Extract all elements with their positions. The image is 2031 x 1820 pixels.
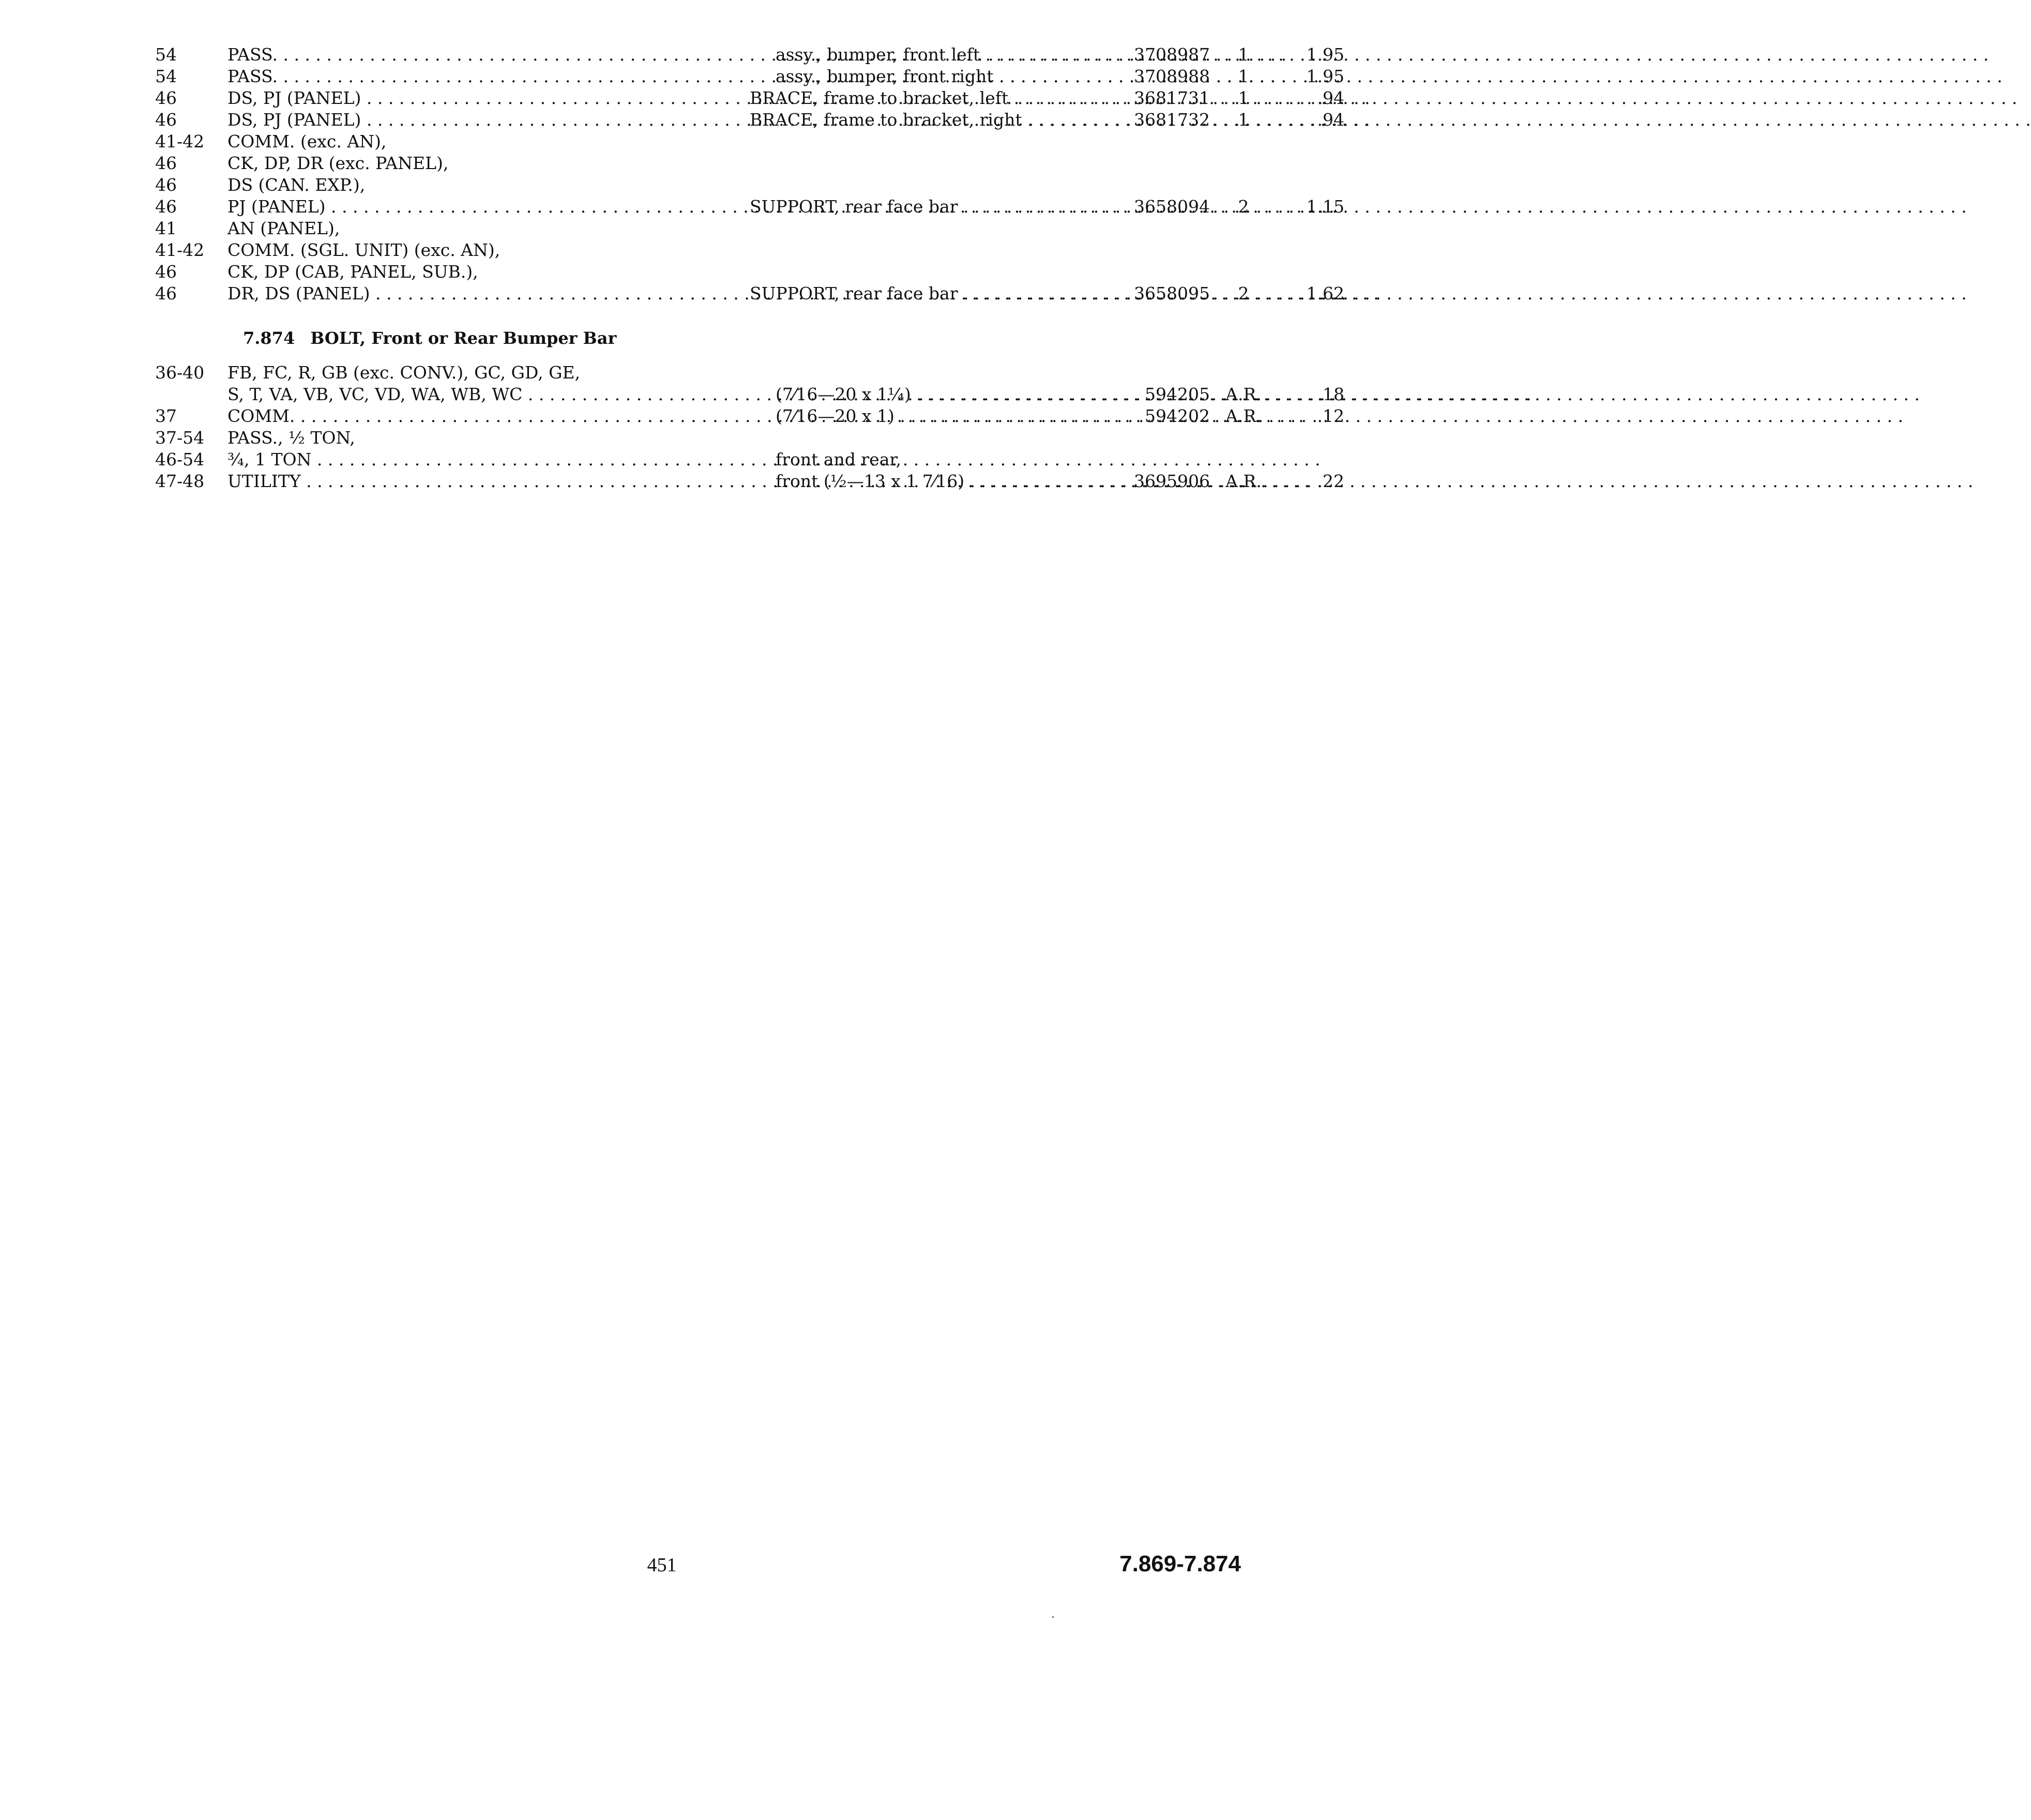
- year-cell: 41-42: [155, 131, 205, 151]
- model-cell: DR, DS (PANEL) . . .: [228, 283, 714, 305]
- description-cell: BRACE, frame to bracket, left . . .: [750, 87, 1112, 109]
- section-range: 7.869-7.874: [1119, 1551, 1241, 1576]
- quantity-cell: 1: [1238, 110, 1249, 130]
- table-row: [155, 131, 1189, 153]
- table-row: [155, 66, 1344, 87]
- model-cell: ¾, 1 TON . . .: [228, 449, 714, 471]
- description-cell: (7⁄16—20 x 1) . . .: [776, 405, 1112, 427]
- quantity-cell: 2: [1238, 196, 1249, 217]
- parts-table-lower: [155, 362, 1344, 492]
- table-row: [155, 449, 1189, 471]
- section-heading: [243, 328, 616, 348]
- description-cell: SUPPORT, rear face bar . . .: [750, 196, 1112, 218]
- quantity-cell: A.R.: [1225, 471, 1262, 491]
- part-number-cell: 3658094: [1134, 196, 1210, 217]
- table-row: [155, 261, 1189, 283]
- page-number: 451: [647, 1554, 677, 1576]
- quantity-cell: A.R.: [1225, 384, 1262, 404]
- description-cell: BRACE, frame to bracket, right . . .: [750, 109, 1112, 131]
- quantity-cell: 1: [1238, 66, 1249, 86]
- part-number-cell: 594202: [1145, 406, 1210, 426]
- year-cell: 46-54: [155, 449, 205, 469]
- price-cell: .94: [1317, 88, 1344, 108]
- price-cell: .18: [1317, 384, 1344, 404]
- model-cell: PASS., ½ TON,: [228, 428, 355, 448]
- model-cell: UTILITY . . .: [228, 471, 714, 492]
- price-cell: 1.62: [1306, 283, 1344, 304]
- year-cell: 46: [155, 283, 177, 304]
- model-cell: FB, FC, R, GB (exc. CONV.), GC, GD, GE,: [228, 362, 581, 383]
- part-number-cell: 3681731: [1134, 88, 1210, 108]
- description-cell: SUPPORT, rear face bar . . .: [750, 283, 1112, 305]
- year-cell: 41-42: [155, 240, 205, 260]
- table-row: [155, 174, 1189, 196]
- model-cell: COMM. (SGL. UNIT) (exc. AN),: [228, 240, 501, 260]
- model-cell: PJ (PANEL) . . .: [228, 196, 714, 218]
- model-cell: PASS. . . .: [228, 66, 714, 87]
- table-row: [155, 384, 1344, 405]
- table-row: [155, 109, 1344, 131]
- year-cell: 47-48: [155, 471, 205, 491]
- model-cell: CK, DP (CAB, PANEL, SUB.),: [228, 262, 478, 282]
- scan-mark: [1052, 1616, 1054, 1618]
- model-cell: DS, PJ (PANEL) . . .: [228, 109, 714, 131]
- table-row: [155, 362, 1189, 384]
- parts-table-upper: [155, 44, 1344, 305]
- part-number-cell: 3708987: [1134, 44, 1210, 65]
- model-cell: CK, DP, DR (exc. PANEL),: [228, 153, 449, 173]
- table-row: [155, 283, 1344, 305]
- year-cell: 36-40: [155, 362, 205, 383]
- model-cell: PASS. . . .: [228, 44, 714, 66]
- quantity-cell: 2: [1238, 283, 1249, 304]
- description-cell: front (½—13 x 1 7⁄16) . . .: [776, 471, 1112, 492]
- description-cell: (7⁄16—20 x 1¼) . . .: [776, 384, 1112, 405]
- section-number: 7.874: [243, 328, 295, 348]
- year-cell: 46: [155, 175, 177, 195]
- table-row: [155, 239, 1189, 261]
- price-cell: 1.15: [1306, 196, 1344, 217]
- table-row: [155, 405, 1344, 427]
- year-cell: 46: [155, 88, 177, 108]
- quantity-cell: 1: [1238, 44, 1249, 65]
- year-cell: 46: [155, 110, 177, 130]
- table-row: [155, 196, 1344, 218]
- year-cell: 54: [155, 44, 177, 65]
- part-number-cell: 3695906: [1134, 471, 1210, 491]
- part-number-cell: 3708988: [1134, 66, 1210, 86]
- price-cell: .94: [1317, 110, 1344, 130]
- description-cell: front and rear,: [776, 449, 902, 469]
- year-cell: 54: [155, 66, 177, 86]
- model-cell: COMM. (exc. AN),: [228, 131, 387, 151]
- section-title: BOLT, Front or Rear Bumper Bar: [310, 328, 617, 348]
- description-cell: assy., bumper, front left . . .: [776, 44, 1112, 66]
- part-number-cell: 3681732: [1134, 110, 1210, 130]
- price-cell: 1.95: [1306, 66, 1344, 86]
- table-row: [155, 427, 1189, 449]
- year-cell: 41: [155, 218, 177, 238]
- table-row: [155, 218, 1189, 239]
- year-cell: 46: [155, 262, 177, 282]
- quantity-cell: A.R.: [1225, 406, 1262, 426]
- price-cell: .22: [1317, 471, 1344, 491]
- model-cell: S, T, VA, VB, VC, VD, WA, WB, WC . . .: [228, 384, 714, 405]
- price-cell: .12: [1317, 406, 1344, 426]
- table-row: [155, 471, 1344, 492]
- year-cell: 46: [155, 153, 177, 173]
- description-cell: assy., bumper, front right . . .: [776, 66, 1112, 87]
- year-cell: 37-54: [155, 428, 205, 448]
- model-cell: AN (PANEL),: [228, 218, 340, 238]
- table-row: [155, 153, 1189, 174]
- quantity-cell: 1: [1238, 88, 1249, 108]
- year-cell: 37: [155, 406, 177, 426]
- model-cell: DS, PJ (PANEL) . . .: [228, 87, 714, 109]
- table-row: [155, 87, 1344, 109]
- year-cell: 46: [155, 196, 177, 217]
- part-number-cell: 594205: [1145, 384, 1210, 404]
- price-cell: 1.95: [1306, 44, 1344, 65]
- model-cell: COMM. . . .: [228, 405, 714, 427]
- part-number-cell: 3658095: [1134, 283, 1210, 304]
- table-row: [155, 44, 1344, 66]
- model-cell: DS (CAN. EXP.),: [228, 175, 366, 195]
